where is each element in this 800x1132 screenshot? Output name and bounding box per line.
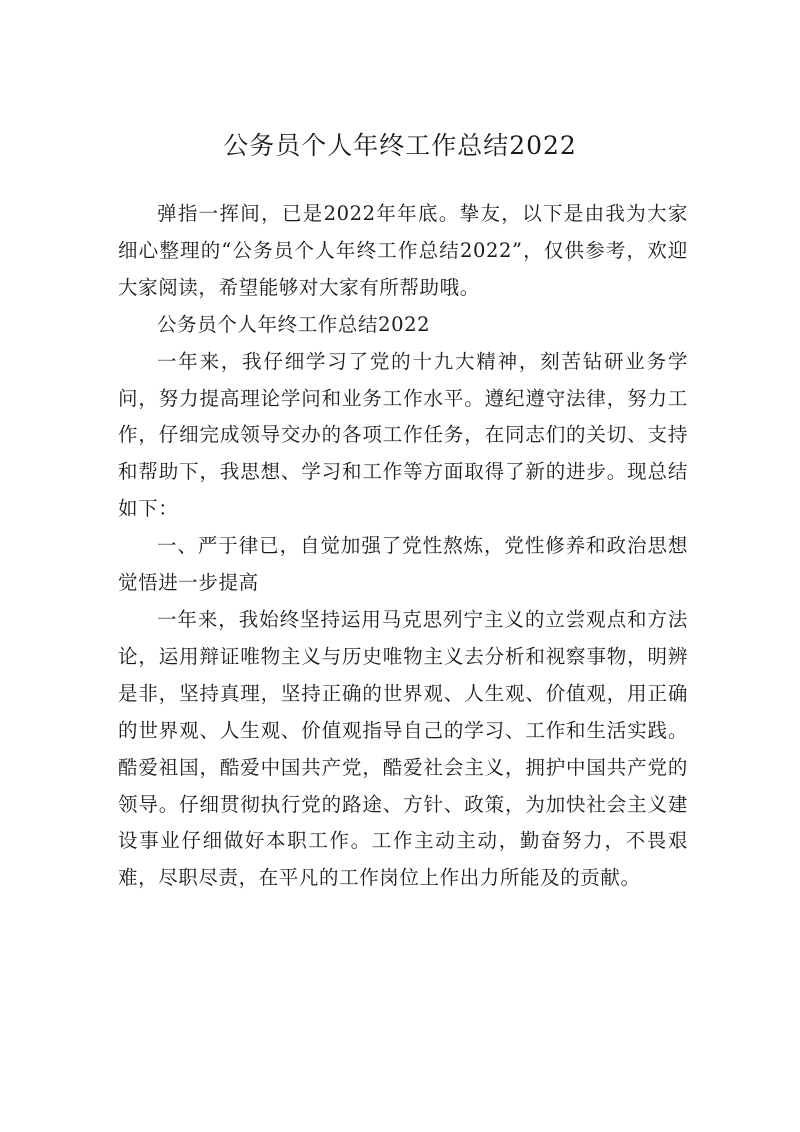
document-title: 公务员个人年终工作总结2022: [223, 131, 577, 160]
section-heading: 公务员个人年终工作总结2022: [157, 312, 431, 336]
body-paragraph: 一年来，我始终坚持运用马克思列宁主义的立尝观点和方法论，运用辩证唯物主义与历史唯物主义去分析和视察事物，明辨是非，坚持真理，坚持正确的世界观、人生观、价值观，用正确的世界观、人生观、价值观指导自己的学习、工作和生活实践。酷爱祖国，酷爱中国共产党，酷爱社会主义，拥护中国共产党的领导。仔细贯彻执行党的路途、方针、政策，为加快社会主义建设事业仔细做好本职工作。工作主动主动，勤奋努力，不畏艰难，尽职尽责，在平凡的工作岗位上作出力所能及的贡献。: [118, 607, 688, 890]
document-body: [118, 196, 688, 897]
intro-paragraph: 弹指一挥间，已是2022年年底。挚友，以下是由我为大家细心整理的“公务员个人年终工作总结2022”，仅供参考，欢迎大家阅读，希望能够对大家有所帮助哦。: [118, 202, 688, 299]
body-paragraph: 一年来，我仔细学习了党的十九大精神，刻苦钻研业务学问，努力提高理论学问和业务工作水平。遵纪遵守法律，努力工作，仔细完成领导交办的各项工作任务，在同志们的关切、支持和帮助下，我思想、学习和工作等方面取得了新的进步。现总结如下：: [118, 349, 688, 521]
subsection-heading: 一、严于律已，自觉加强了党性熬炼，党性修养和政治思想觉悟进一步提高: [118, 534, 688, 595]
